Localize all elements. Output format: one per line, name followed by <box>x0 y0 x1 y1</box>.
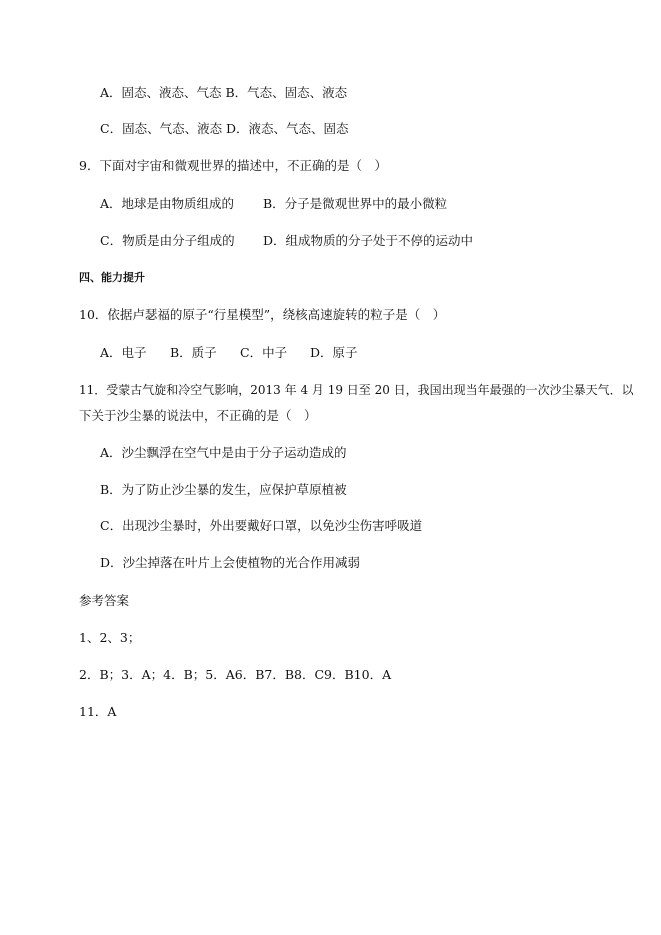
answers-line1: 1、2、3； <box>79 630 141 645</box>
q11-option-b: B．为了防止沙尘暴的发生，应保护草原植被 <box>100 482 347 497</box>
answers-title: 参考答案 <box>79 593 130 608</box>
section-title: 四、能力提升 <box>79 271 145 284</box>
q11-stem-line2: 下关于沙尘暴的说法中，不正确的是（ ） <box>79 408 317 423</box>
answers-line2: 2．B；3．A；4．B；5．A6．B7．B8．C9．B10．A <box>79 667 392 682</box>
q10-option-a: A．电子 <box>100 345 147 360</box>
q11-stem-line1: 11．受蒙古气旋和冷空气影响，2013 年 4 月 19 日至 20 日，我国出现当年最强的一次沙尘暴天气．以 <box>79 383 634 397</box>
q9-option-b: B．分子是微观世界中的最小微粒 <box>263 196 448 211</box>
q10-option-d: D．原子 <box>310 345 358 360</box>
answers-line3: 11．A <box>79 704 117 719</box>
q9-stem: 9．下面对宇宙和微观世界的描述中，不正确的是（ ） <box>79 158 387 173</box>
q8-options-row2: C．固态、气态、液态 D．液态、气态、固态 <box>100 121 349 136</box>
q9-option-a: A．地球是由物质组成的 <box>100 196 235 211</box>
q8-options-row1: A．固态、液态、气态 B．气态、固态、液态 <box>100 85 348 100</box>
q10-option-c: C．中子 <box>240 345 288 360</box>
q9-option-c: C．物质是由分子组成的 <box>100 233 235 248</box>
q11-option-c: C．出现沙尘暴时，外出要戴好口罩，以免沙尘伤害呼吸道 <box>100 518 423 533</box>
q10-option-b: B．质子 <box>170 345 217 360</box>
q10-stem: 10．依据卢瑟福的原子“行星模型”，绕核高速旋转的粒子是（ ） <box>79 307 446 322</box>
q9-option-d: D．组成物质的分子处于不停的运动中 <box>263 233 474 248</box>
q11-option-d: D．沙尘掉落在叶片上会使植物的光合作用减弱 <box>100 555 361 570</box>
q11-option-a: A．沙尘飘浮在空气中是由于分子运动造成的 <box>100 445 347 460</box>
